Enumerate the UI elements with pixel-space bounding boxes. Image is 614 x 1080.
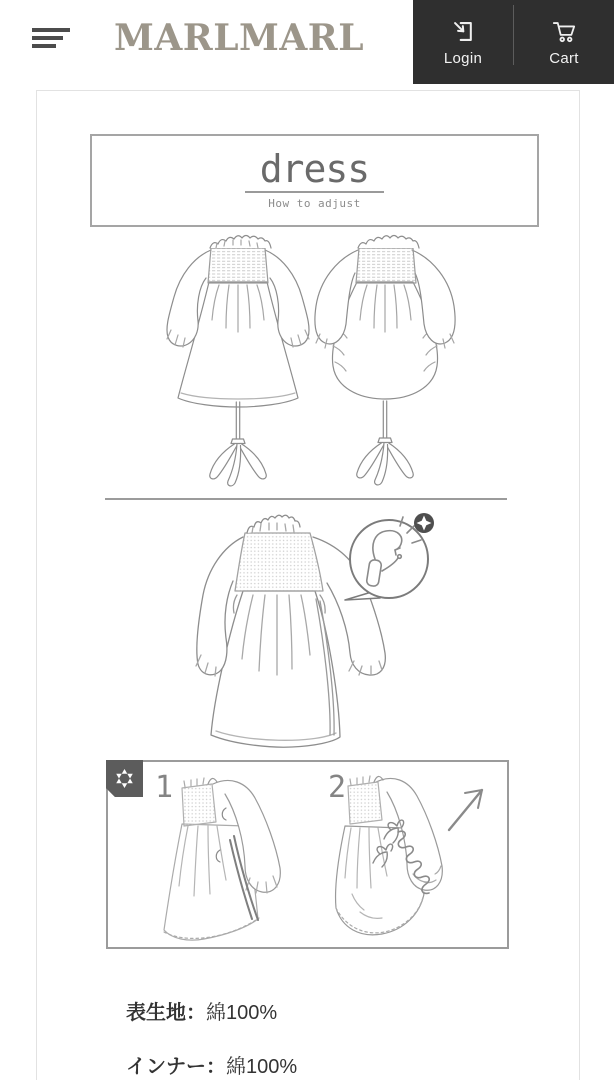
login-button[interactable] xyxy=(413,0,513,84)
hamburger-line xyxy=(32,28,70,32)
fabric-outer-value: 綿100% xyxy=(206,1002,278,1024)
fabric-outer-label: 表生地： xyxy=(126,1002,206,1024)
figure-title-box xyxy=(90,134,539,227)
cart-button[interactable] xyxy=(514,0,614,84)
hamburger-menu-icon[interactable] xyxy=(32,28,72,56)
fabric-row-outer xyxy=(126,1001,537,1025)
figure-divider xyxy=(105,498,507,500)
figure-title: dress xyxy=(245,148,384,193)
adjust-steps-box xyxy=(106,760,509,949)
fabric-row-inner xyxy=(126,1055,537,1079)
star-badge xyxy=(106,760,143,797)
fabric-inner-value: 綿100% xyxy=(226,1056,298,1078)
cart-label: Cart xyxy=(549,49,579,67)
figure-subtitle: How to adjust xyxy=(268,197,361,210)
plus-badge-icon xyxy=(414,513,434,533)
app-header xyxy=(0,0,614,84)
dress-detail-illustration xyxy=(77,503,537,757)
step-1-number: 1 xyxy=(155,770,174,805)
login-label: Login xyxy=(443,49,483,67)
cart-icon xyxy=(551,18,578,45)
how-to-adjust-figure xyxy=(77,134,537,1079)
brand-logo[interactable]: MARLMARL xyxy=(114,17,365,59)
login-icon xyxy=(450,18,477,45)
six-point-star-icon xyxy=(114,768,135,789)
fabric-composition xyxy=(126,1001,537,1079)
fabric-inner-label: インナー： xyxy=(126,1056,226,1078)
hamburger-line xyxy=(32,36,63,40)
step-2-number: 2 xyxy=(328,770,347,805)
dress-front-back-illustration xyxy=(77,234,537,492)
header-actions xyxy=(413,0,614,84)
product-description-frame xyxy=(36,90,580,1080)
hamburger-line xyxy=(32,44,56,48)
